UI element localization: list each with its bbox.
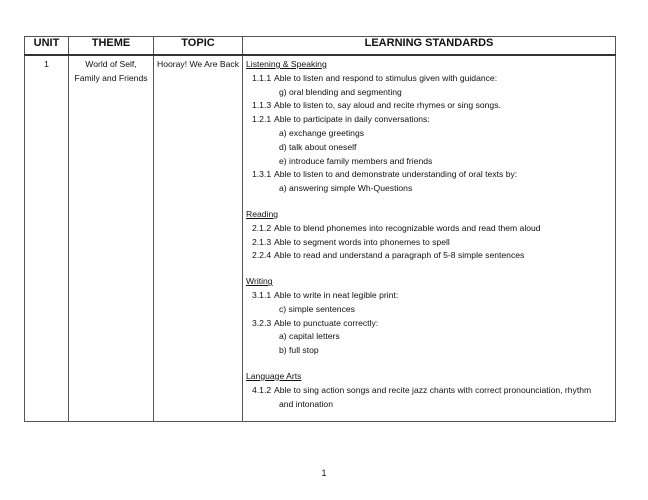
- standard-text: Able to participate in daily conversations:: [274, 114, 430, 125]
- standard-code: 3.2.3: [252, 317, 272, 328]
- standard-text: Able to segment words into phonemes to spell: [274, 236, 450, 247]
- standard-code: 1.1.1: [252, 72, 272, 83]
- sub-item: a) exchange greetings: [279, 127, 365, 138]
- sub-item: a) answering simple Wh-Questions: [279, 183, 413, 194]
- standard-code: 3.1.1: [252, 289, 272, 300]
- sub-item: a) capital letters: [279, 331, 340, 342]
- standard-code: 1.1.3: [252, 100, 272, 111]
- standard-item: [246, 113, 612, 127]
- standard-text: Able to sing action songs and recite jazz chants with correct pronounciation, rhythm: [274, 384, 592, 395]
- standard-item: [246, 249, 612, 263]
- standard-item: [246, 317, 612, 331]
- spacer: [246, 411, 612, 421]
- section-title: Language Arts: [246, 370, 302, 381]
- sub-item: and intonation: [279, 398, 333, 409]
- standard-item: [246, 384, 612, 398]
- standard-text: Able to write in neat legible print:: [274, 289, 399, 300]
- standard-item: [246, 99, 612, 113]
- section-title: Writing: [246, 276, 273, 287]
- standard-item: [246, 236, 612, 250]
- standard-code: 2.1.3: [252, 236, 272, 247]
- sub-item: d) talk about oneself: [279, 141, 357, 152]
- header-learning-standards: LEARNING STANDARDS: [243, 37, 616, 56]
- standard-code: 4.1.2: [252, 384, 272, 395]
- sub-item: c) simple sentences: [279, 303, 355, 314]
- sub-item: b) full stop: [279, 345, 319, 356]
- standard-text: Able to listen to, say aloud and recite rhymes or sing songs.: [274, 100, 501, 111]
- table-row: [25, 55, 616, 422]
- section-title: Listening & Speaking: [246, 59, 327, 69]
- sub-item: g) oral blending and segmenting: [279, 86, 402, 97]
- standard-text: Able to blend phonemes into recognizable words and read them aloud: [274, 222, 541, 233]
- spacer: [246, 263, 612, 275]
- standard-code: 2.2.4: [252, 250, 272, 261]
- standards-cell: [243, 55, 616, 422]
- header-topic: TOPIC: [154, 37, 243, 56]
- standard-text: Able to punctuate correctly:: [274, 317, 379, 328]
- spacer: [246, 196, 612, 208]
- standard-text: Able to listen to and demonstrate understanding of oral texts by:: [274, 169, 518, 180]
- standard-code: 2.1.2: [252, 222, 272, 233]
- sub-item: e) introduce family members and friends: [279, 155, 433, 166]
- learning-standards-table: [24, 36, 616, 422]
- unit-cell: 1: [25, 55, 69, 422]
- standard-code: 1.3.1: [252, 169, 272, 180]
- topic-cell: Hooray! We Are Back: [154, 55, 243, 422]
- standard-item: [246, 72, 612, 86]
- header-row: [25, 37, 616, 56]
- page-number: 1: [321, 468, 327, 478]
- spacer: [246, 358, 612, 370]
- header-theme: THEME: [69, 37, 154, 56]
- standard-text: Able to read and understand a paragraph of 5-8 simple sentences: [274, 250, 525, 261]
- header-unit: UNIT: [25, 37, 69, 56]
- section-title: Reading: [246, 208, 279, 219]
- standard-text: Able to listen and respond to stimulus given with guidance:: [274, 72, 498, 83]
- standard-item: [246, 289, 612, 303]
- standard-item: [246, 168, 612, 182]
- theme-cell: World of Self, Family and Friends: [69, 55, 154, 422]
- standard-item: [246, 222, 612, 236]
- standard-code: 1.2.1: [252, 114, 272, 125]
